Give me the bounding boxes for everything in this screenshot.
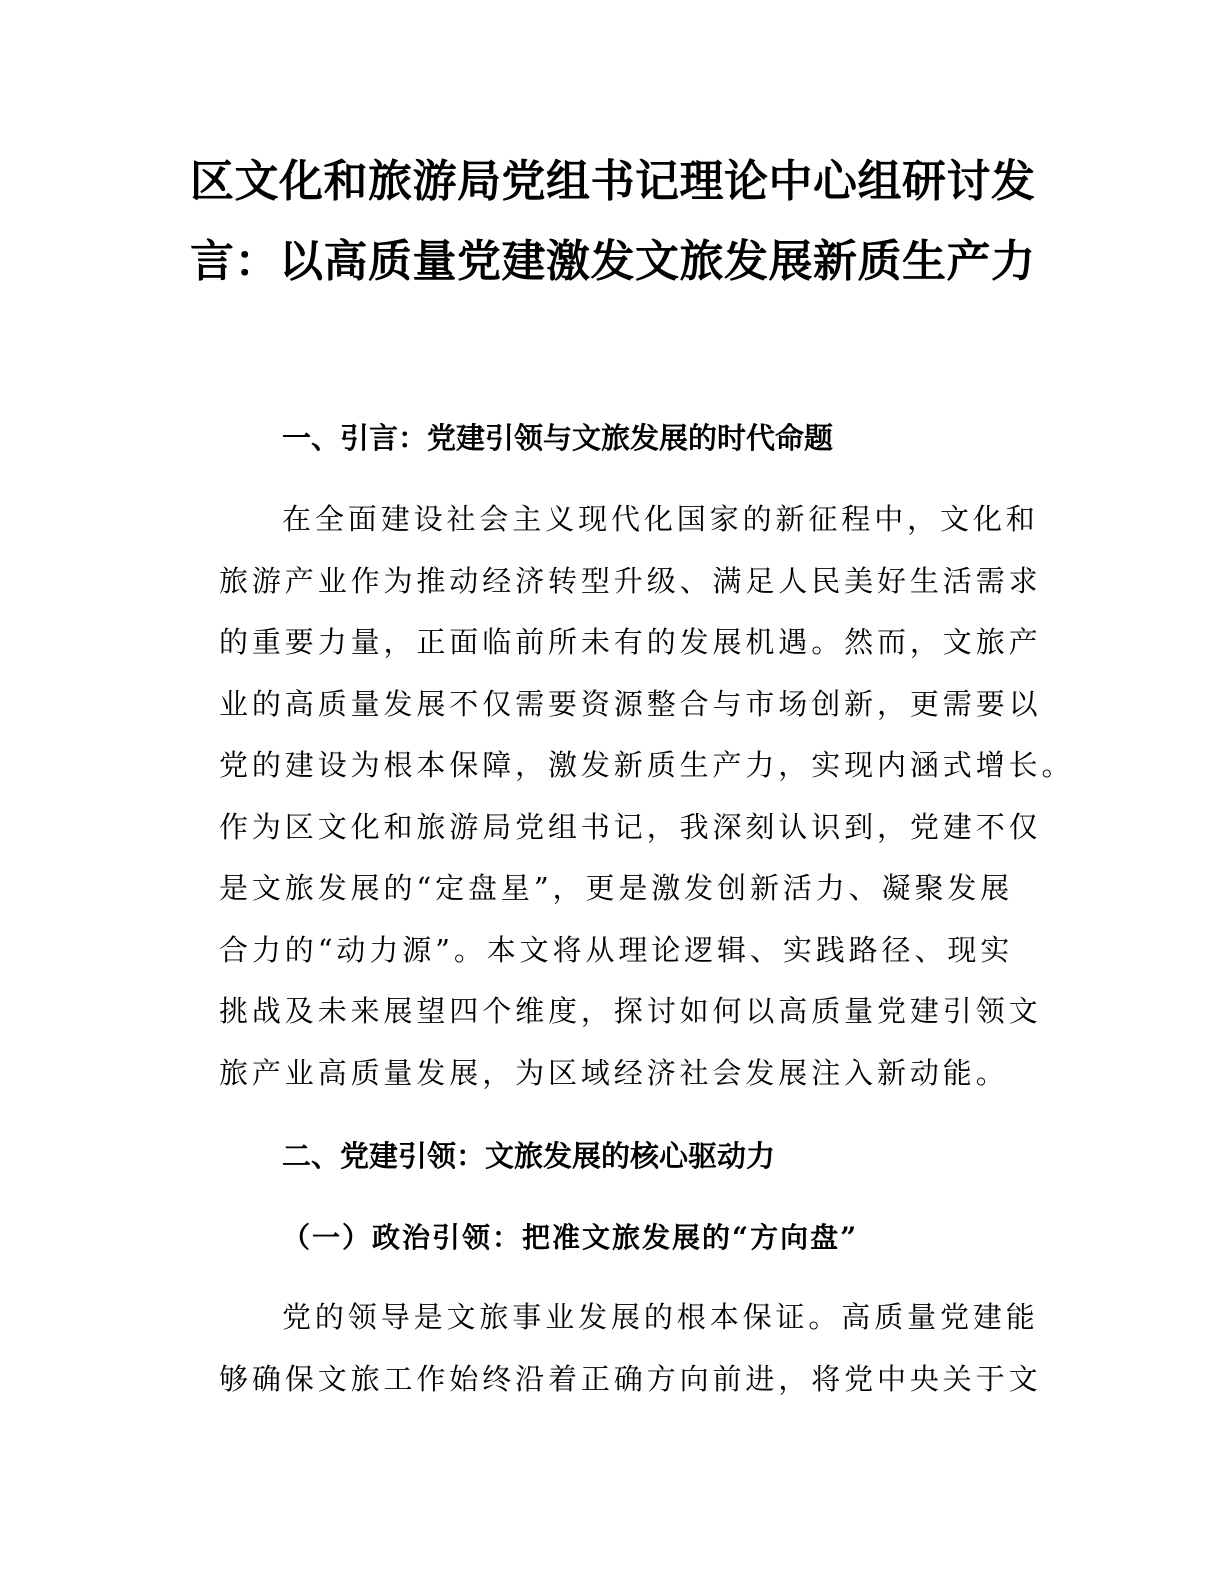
paragraph-line: 够确保文旅工作始终沿着正确方向前进，将党中央关于文 — [219, 1361, 1042, 1396]
section-2-paragraph — [219, 1287, 1042, 1410]
paragraph-line: 合力的“动力源”。本文将从理论逻辑、实践路径、现实 — [219, 932, 1014, 967]
paragraph-line: 业的高质量发展不仅需要资源整合与市场创新，更需要以 — [219, 686, 1042, 721]
paragraph-line: 的重要力量，正面临前所未有的发展机遇。然而，文旅产 — [219, 625, 1042, 659]
paragraph-line: 是文旅发展的“定盘星”，更是激发创新活力、凝聚发展 — [219, 871, 1014, 905]
paragraph-line: 旅游产业作为推动经济转型升级、满足人民美好生活需求 — [219, 563, 1042, 598]
section-2-heading: 二、党建引领：文旅发展的核心驱动力 — [282, 1139, 776, 1173]
section-2-subheading: （一）政治引领：把准文旅发展的“方向盘” — [282, 1221, 859, 1254]
paragraph-line: 挑战及未来展望四个维度，探讨如何以高质量党建引领文 — [219, 994, 1042, 1028]
paragraph-line: 党的领导是文旅事业发展的根本保证。高质量党建能 — [282, 1300, 1039, 1334]
paragraph-line: 作为区文化和旅游局党组书记，我深刻认识到，党建不仅 — [219, 809, 1042, 844]
document-title — [190, 142, 1040, 302]
paragraph-line: 旅产业高质量发展，为区域经济社会发展注入新动能。 — [219, 1055, 1009, 1090]
section-1-paragraph — [219, 489, 1075, 1104]
section-1-heading: 一、引言：党建引领与文旅发展的时代命题 — [282, 421, 834, 455]
title-line-2: 言：以高质量党建激发文旅发展新质生产力 — [190, 236, 1036, 287]
paragraph-line: 党的建设为根本保障，激发新质生产力，实现内涵式增长。 — [219, 748, 1075, 782]
title-line-1: 区文化和旅游局党组书记理论中心组研讨发 — [190, 156, 1036, 207]
paragraph-line: 在全面建设社会主义现代化国家的新征程中，文化和 — [282, 502, 1039, 536]
